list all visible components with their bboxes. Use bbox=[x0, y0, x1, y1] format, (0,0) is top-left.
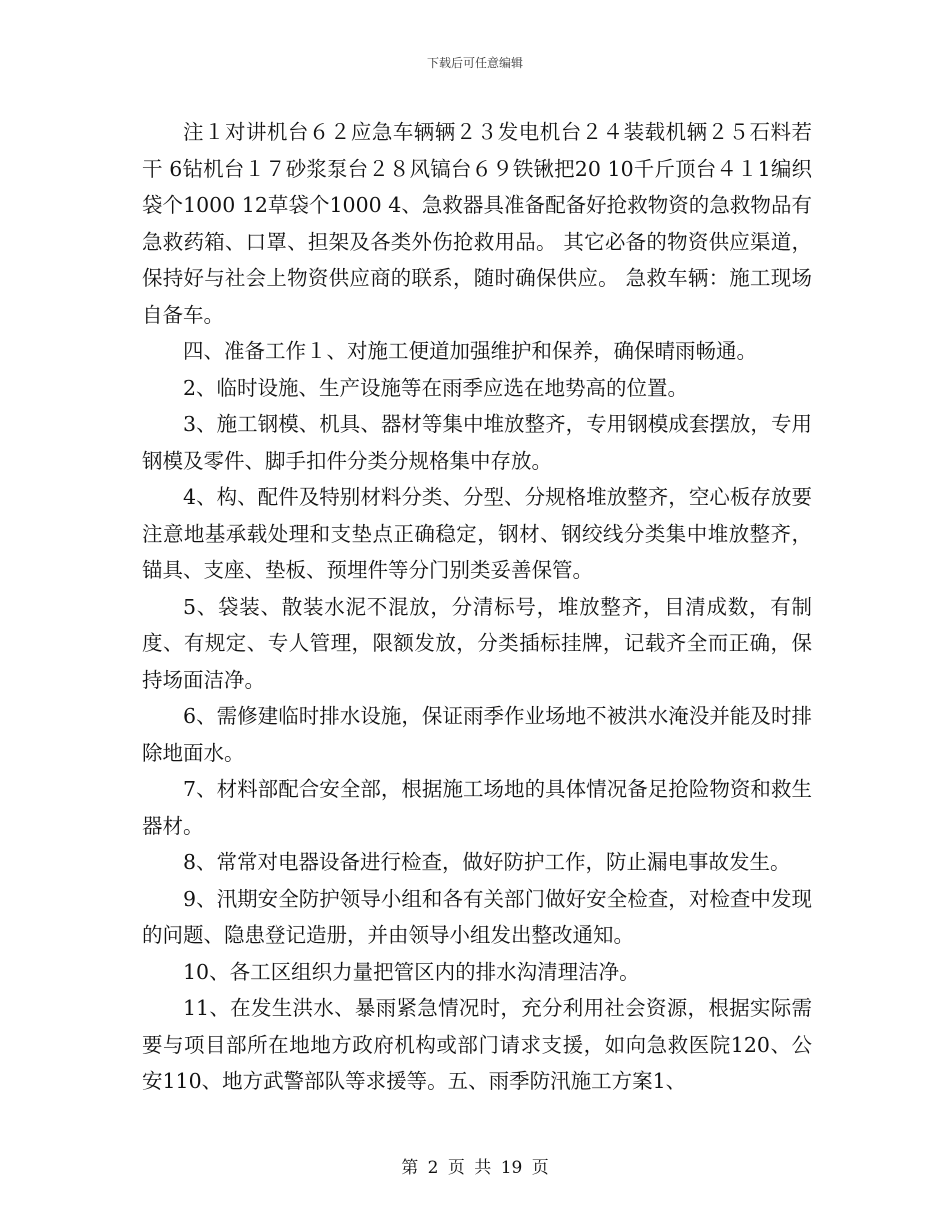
paragraph-item-2: 2、临时设施、生产设施等在雨季应选在地势高的位置。 bbox=[183, 375, 689, 400]
paragraph-preparation: 四、准备工作１、对施工便道加强维护和保养，确保晴雨畅通。 bbox=[183, 339, 757, 363]
paragraph-item-7: 7、材料部配合安全部，根据施工场地的具体情况备足抢险物资和救生器材。 bbox=[142, 777, 812, 838]
paragraph-item-3: 3、施工钢模、机具、器材等集中堆放整齐，专用钢模成套摆放，专用钢模及零件、脚手扣件分类分规格集中存放。 bbox=[142, 412, 812, 473]
paragraph-materials: 注１对讲机台６２应急车辆辆２３发电机台２４装载机辆２５石料若干 6钻机台１７砂浆泵台２８风镐台６９铁锹把20 10千斤顶台４１1编织袋个1000 12草袋个1000 4、急救器具准备配备好抢救物资的急救物品有急救药箱、口罩、担架及各类外伤抢救用品。 其它必备的物资供应渠道，保持好与社会上物资供应商的联系，随时确保供应。 急救车辆：施工现场自备车。 bbox=[142, 120, 812, 327]
paragraph-item-8: 8、常常对电器设备进行检查，做好防护工作，防止漏电事故发生。 bbox=[183, 850, 791, 874]
page-number-footer: 第 2 页 共 19 页 bbox=[401, 1158, 549, 1178]
paragraph-item-11: 11、在发生洪水、暴雨紧急情况时，充分利用社会资源，根据实际需要与项目部所在地地方政府机构或部门请求支援，如向急救医院120、公安110、地方武警部队等求援等。五、雨季防汛施工方案1、 bbox=[142, 996, 812, 1093]
page-header: 下载后可任意编辑 bbox=[426, 56, 523, 70]
paragraph-item-5: 5、袋装、散装水泥不混放，分清标号，堆放整齐，目清成数，有制度、有规定、专人管理，限额发放，分类插标挂牌，记载齐全而正确，保持场面洁净。 bbox=[142, 594, 812, 692]
paragraph-item-10: 10、各工区组织力量把管区内的排水沟清理洁净。 bbox=[183, 959, 640, 984]
paragraph-item-6: 6、需修建临时排水设施，保证雨季作业场地不被洪水淹没并能及时排除地面水。 bbox=[142, 704, 812, 765]
document-body bbox=[142, 114, 812, 1100]
paragraph-item-9: 9、汛期安全防护领导小组和各有关部门做好安全检查，对检查中发现的问题、隐患登记造册，并由领导小组发出整改通知。 bbox=[142, 886, 812, 947]
paragraph-item-4: 4、构、配件及特别材料分类、分型、分规格堆放整齐，空心板存放要注意地基承载处理和支垫点正确稳定，钢材、钢绞线分类集中堆放整齐，锚具、支座、垫板、预埋件等分门别类妥善保管。 bbox=[142, 485, 812, 582]
